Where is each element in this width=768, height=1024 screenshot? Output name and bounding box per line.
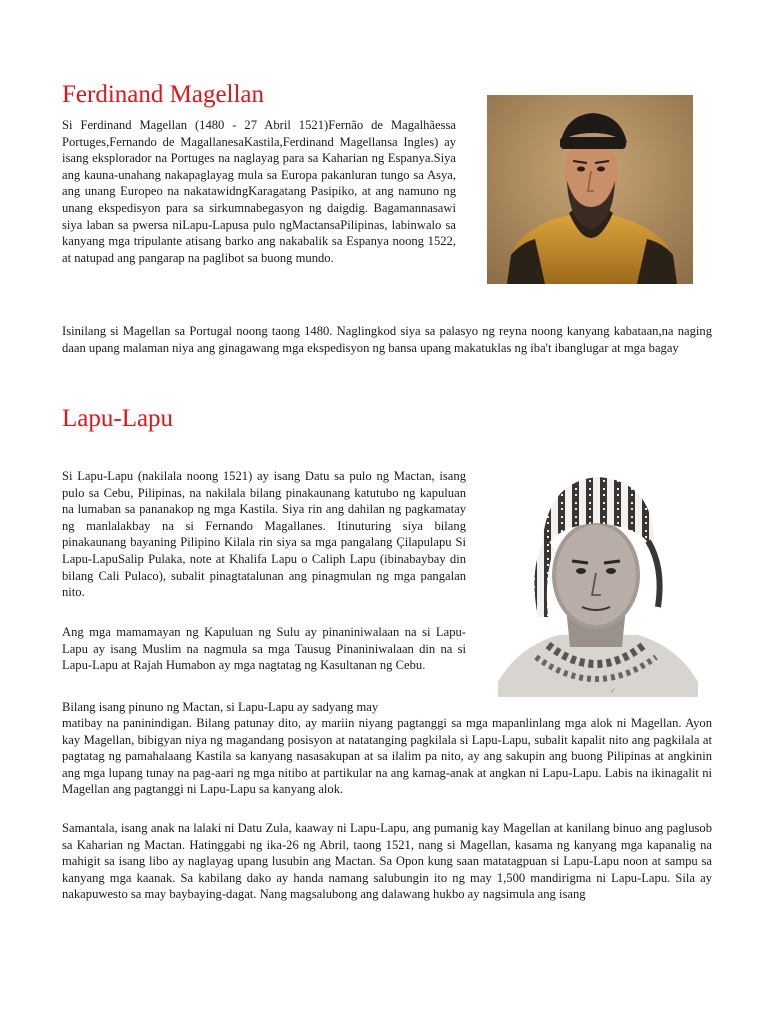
lapulapu-sulu-paragraph: Ang mga mamamayan ng Kapuluan ng Sulu ay pinaniniwalaan na si Lapu-Lapu ay isang Muslim na nagmula sa mga Tausug Pinaniniwalaan din na si Lapu-Lapu at Rajah Humabon ay mga nagtatag ng Kasultanan ng Cebu. (62, 625, 466, 673)
svg-text:✓: ✓ (610, 687, 616, 695)
lapulapu-intro-paragraph: Si Lapu-Lapu (nakilala noong 1521) ay isang Datu sa pulo ng Mactan, isang pulo sa Cebu, Pilipinas, na nakilala bilang pinakaunang katutubo ng kapuluan na lumaban sa pananakop ng mga Kastila. Siya rin ang dahilan ng pagkamatay ng manlalakbay na si Fernando Magallanes. Itinuturing siya bilang pinakaunang bayaning Pilipino Kilala rin siya sa mga pangalang Çilapulapu Si Lapu-LapuSalip Pulaka, note at Khalifa Lapu o Caliph Lapu (ibinabaybay din bilang Cali Pulaco), subalit pinagtatalunan ang pinagmulan ng mga pangalan nito. (62, 469, 466, 600)
magellan-heading: Ferdinand Magellan (62, 81, 265, 108)
magellan-portrait (487, 95, 693, 284)
lapulapu-battle-paragraph: Samantala, isang anak na lalaki ni Datu Zula, kaaway ni Lapu-Lapu, ang pumanig kay Magellan at kanilang binuo ang paglusob sa Kaharian ng Mactan. Hatinggabi ng ika-26 ng Abril, taong 1521, nang si Magellan, kasama ng kanyang mga kapanalig na mahigit sa isang libo ay naglayag upang lusubin ang Mactan. Sa Opon kung saan matatagpuan si Lapu-Lapu noon at sampu sa kanyang mga kaanak. Sa kabilang dako ay handa namang salubungin ito ng may 1,500 mandirigma ni Lapu-Lapu. Sila ay nakapuwesto sa may baybaying-dagat. Nang magsalubong ang dalawang hukbo ay nagsimula ang isang (62, 821, 712, 902)
lapulapu-leader-first-line: Bilang isang pinuno ng Mactan, si Lapu-Lapu ay sadyang may (62, 700, 379, 714)
lapulapu-leader-paragraph: matibay na paninindigan. Bilang patunay dito, ay mariin niyang pagtanggi sa mga mapanlinlang mga alok ni Magellan. Ayon kay Magellan, bibigyan niya ng magandang posisyon at natatanging pagkilala si Lapu-Lapu, subalit kapalit nito ang pagkilala at pagtatag ng pamahalaang Kastila sa kanyang nasasakupan at sa ilalim pa nito, ay ang sakupin ang buong Pilipinas at angkinin ang mga lupang tunay na pag-aari ng mga nitibo at partikular na ang kamag-anak at angkan ni Lapu-Lapu. Labis na ikinagalit ni Magellan ang pagtanggi ni Lapu-Lapu sa kanyang alok. (62, 716, 712, 797)
magellan-birth-paragraph: Isinilang si Magellan sa Portugal noong taong 1480. Naglingkod siya sa palasyo ng reyna noong kanyang kabataan,na naging daan upang malaman niya ang ginagawang mga ekspedisyon ng bansa upang makatuklas ng iba't ibanglugar at mga bagay (62, 324, 712, 355)
magellan-intro-paragraph: Si Ferdinand Magellan (1480 - 27 Abril 1521)Fernão de Magalhãessa Portuges,Fernando de MagallanesaKastila,Ferdinand Magellansa Ingles) ay isang eksplorador na Portuges na naglayag para sa Kaharian ng Espanya.Siya ang kauna-unahang nakapaglayag mula sa Europa pakanluran tungo sa Asya, ang unang Europeo na nakatawidngKaragatang Pasipiko, at ang namuno ng unang ekspedisyon para sa sirkumnabegasyon ng daigdig. Bagamannasawi siya laban sa pwersa niLapu-Lapusa pulo ngMactansaPilipinas, labinwalo sa kanyang mga tripulante atisang barko ang nakabalik sa Espanya noong 1522, at natupad ang pangarap na paglibot sa buong mundo. (62, 118, 456, 265)
lapulapu-portrait (488, 457, 706, 697)
lapulapu-heading: Lapu-Lapu (62, 405, 174, 432)
